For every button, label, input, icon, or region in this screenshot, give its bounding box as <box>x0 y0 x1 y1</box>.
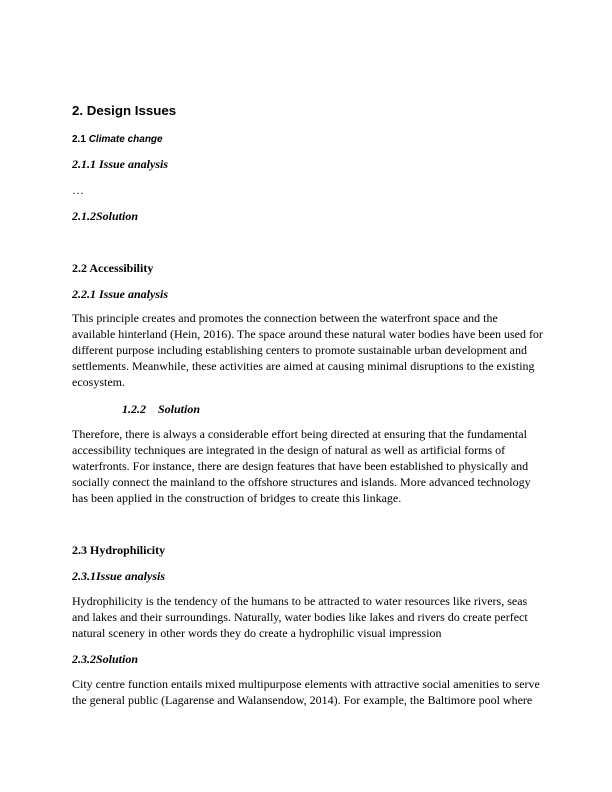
section-1-2-2-heading <box>122 402 200 417</box>
section-2-1-1-heading: 2.1.1 Issue analysis <box>72 157 169 171</box>
section-2-3-1-heading: 2.3.1Issue analysis <box>72 569 166 583</box>
section-2-3-heading: 2.3 Hydrophilicity <box>72 543 166 557</box>
section-2-2-1-paragraph: This principle creates and promotes the connection between the waterfront space and the available hinterland (Hein, 2016). The space around these natural water bodies have been used for different purpose including establishing centers to promote sustainable urban development and settlements. Meanwhile, these activities are aimed at causing minimal disruptions to the existing ecosystem. <box>72 311 543 389</box>
section-2-1-1-body: … <box>72 183 84 197</box>
section-1-2-2-title: Solution <box>158 402 201 416</box>
section-2-1-2-heading: 2.1.2Solution <box>72 209 139 223</box>
section-2-3-2-paragraph: City centre function entails mixed multipurpose elements with attractive social amenities to serve the general public (Lagarense and Walansendow, 2014). For example, the Baltimore pool where <box>72 677 540 707</box>
section-2-3-2-heading: 2.3.2Solution <box>72 652 139 666</box>
section-2-title: 2. Design Issues <box>72 103 177 118</box>
section-1-2-2-number: 1.2.2 <box>122 402 146 416</box>
section-2-2-2-paragraph: Therefore, there is always a considerable effort being directed at ensuring that the fundamental accessibility techniques are integrated in the design of natural as well as artificial forms of waterfronts. For instance, there are design features that have been established to physically and socially connect the mainland to the offshore structures and islands. More advanced technology has been applied in the construction of bridges to create this linkage. <box>72 427 531 505</box>
section-2-1-number: 2.1 <box>72 134 86 145</box>
section-2-1-title: Climate change <box>88 134 163 145</box>
section-2-3-1-paragraph: Hydrophilicity is the tendency of the humans to be attracted to water resources like rivers, seas and lakes and their surroundings. Naturally, water bodies like lakes and rivers do create perfect natural scenery in other words they do create a hydrophilic visual impression <box>72 594 528 640</box>
section-2-2-1-heading: 2.2.1 Issue analysis <box>72 287 169 301</box>
section-2-2-heading: 2.2 Accessibility <box>72 261 154 275</box>
section-2-1-heading <box>72 133 163 146</box>
